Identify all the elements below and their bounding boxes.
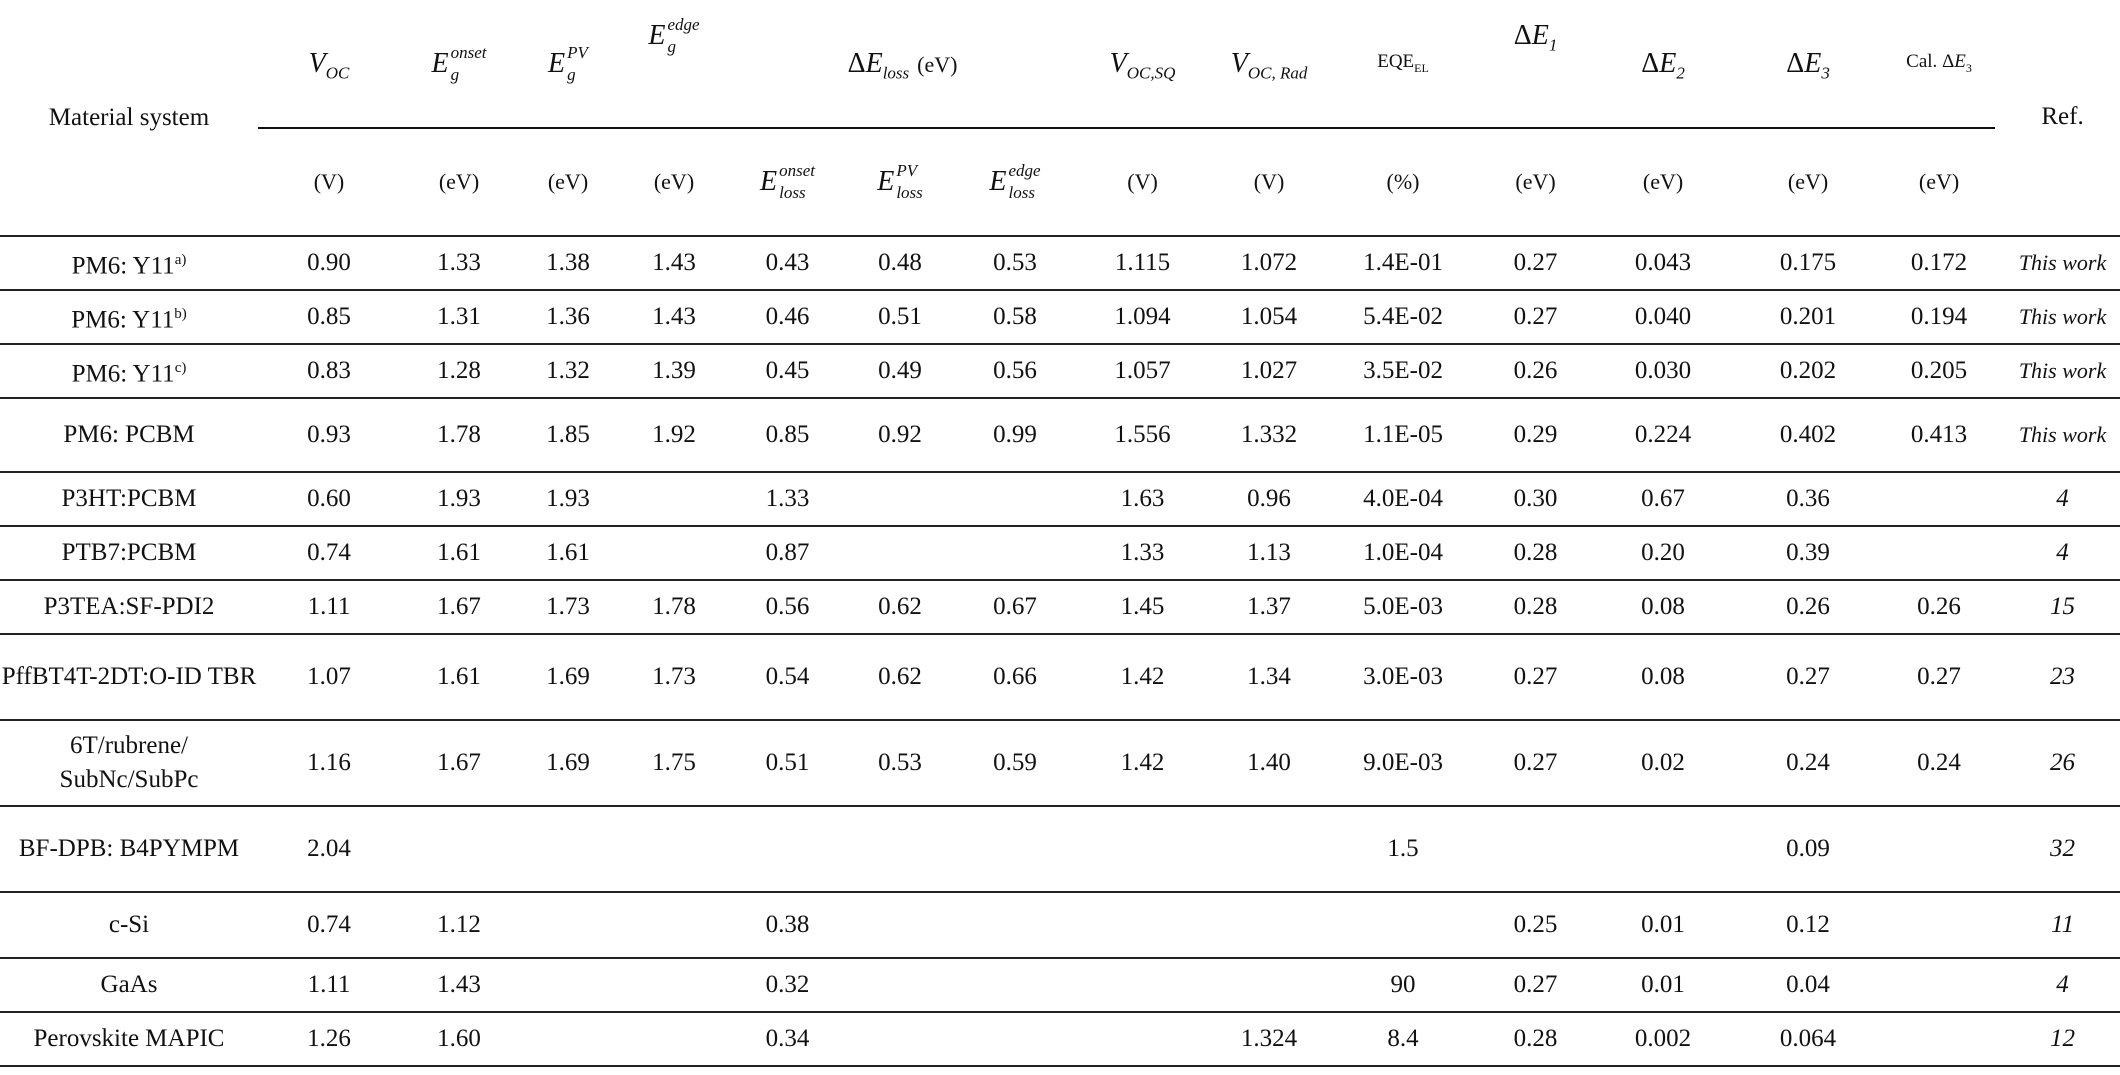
cell-voc-sq: 1.115 xyxy=(1075,236,1210,290)
cell-eg-pv: 1.69 xyxy=(518,634,618,720)
cell-de1 xyxy=(1478,806,1593,892)
material-cell xyxy=(0,958,258,1012)
cell-eg-onset: 1.28 xyxy=(400,344,518,398)
material-cell xyxy=(0,580,258,634)
cell-eloss-edge: 0.58 xyxy=(955,290,1075,344)
cell-eqe-el: 3.0E-03 xyxy=(1328,634,1478,720)
cell-de2: 0.01 xyxy=(1593,892,1733,958)
cell-ref: 4 xyxy=(1995,526,2120,580)
cell-eg-pv: 1.93 xyxy=(518,472,618,526)
table-row xyxy=(0,892,2120,958)
cell-voc: 0.85 xyxy=(258,290,400,344)
cell-eloss-pv: 0.53 xyxy=(845,720,955,806)
material-cell xyxy=(0,1012,258,1066)
cell-eloss-pv xyxy=(845,526,955,580)
table-row xyxy=(0,1012,2120,1066)
cell-eqe-el: 1.5 xyxy=(1328,806,1478,892)
cell-eg-onset: 1.43 xyxy=(400,958,518,1012)
cell-voc: 0.90 xyxy=(258,236,400,290)
cell-de3: 0.26 xyxy=(1733,580,1883,634)
cell-ref: This work xyxy=(1995,398,2120,472)
cell-de3: 0.064 xyxy=(1733,1012,1883,1066)
cell-voc: 0.74 xyxy=(258,892,400,958)
cell-eg-pv xyxy=(518,1012,618,1066)
cell-eloss-onset: 0.46 xyxy=(730,290,845,344)
material-name: P3TEA:SF-PDI2 xyxy=(43,593,215,620)
cell-eloss-onset: 0.85 xyxy=(730,398,845,472)
cell-eg-onset: 1.12 xyxy=(400,892,518,958)
cell-de3: 0.09 xyxy=(1733,806,1883,892)
cell-voc-sq: 1.42 xyxy=(1075,720,1210,806)
cell-voc-rad: 1.054 xyxy=(1210,290,1328,344)
table-row xyxy=(0,806,2120,892)
cell-de2: 0.08 xyxy=(1593,634,1733,720)
material-name: Perovskite MAPIC xyxy=(33,1025,225,1052)
cell-voc-sq xyxy=(1075,806,1210,892)
cell-cal-de3 xyxy=(1883,958,1995,1012)
cell-eloss-onset: 0.38 xyxy=(730,892,845,958)
table-row xyxy=(0,290,2120,344)
cell-eg-onset: 1.31 xyxy=(400,290,518,344)
material-name: GaAs xyxy=(100,971,158,998)
cell-de1: 0.27 xyxy=(1478,720,1593,806)
cell-eg-edge xyxy=(618,472,730,526)
cell-de1: 0.26 xyxy=(1478,344,1593,398)
material-name: P3HT:PCBM xyxy=(61,485,197,512)
cell-de3: 0.04 xyxy=(1733,958,1883,1012)
cell-voc: 1.11 xyxy=(258,958,400,1012)
unit-de3: (eV) xyxy=(1787,169,1829,194)
material-name: PTB7:PCBM xyxy=(61,539,197,566)
material-name: PM6: Y11 xyxy=(71,306,175,334)
cell-eloss-edge xyxy=(955,526,1075,580)
cell-voc-sq: 1.63 xyxy=(1075,472,1210,526)
cell-de1: 0.28 xyxy=(1478,526,1593,580)
unit-voc: (V) xyxy=(313,169,345,194)
cell-eg-onset: 1.93 xyxy=(400,472,518,526)
cell-ref: 11 xyxy=(1995,892,2120,958)
cell-eloss-pv: 0.48 xyxy=(845,236,955,290)
material-cell xyxy=(0,472,258,526)
cell-ref: 32 xyxy=(1995,806,2120,892)
cell-eg-edge: 1.75 xyxy=(618,720,730,806)
cell-eg-edge: 1.92 xyxy=(618,398,730,472)
cell-eqe-el: 3.5E-02 xyxy=(1328,344,1478,398)
material-cell xyxy=(0,526,258,580)
cell-de1: 0.28 xyxy=(1478,1012,1593,1066)
cell-eloss-pv: 0.49 xyxy=(845,344,955,398)
unit-voc-rad: (V) xyxy=(1253,169,1285,194)
cell-eg-onset xyxy=(400,806,518,892)
cell-eloss-pv xyxy=(845,1012,955,1066)
cell-eg-pv: 1.38 xyxy=(518,236,618,290)
cell-eloss-pv: 0.62 xyxy=(845,580,955,634)
cell-cal-de3 xyxy=(1883,806,1995,892)
cell-eloss-pv: 0.62 xyxy=(845,634,955,720)
table-row xyxy=(0,344,2120,398)
cell-de2: 0.040 xyxy=(1593,290,1733,344)
unit-eg-edge: (eV) xyxy=(653,169,695,194)
cell-de3: 0.39 xyxy=(1733,526,1883,580)
cell-eloss-edge: 0.99 xyxy=(955,398,1075,472)
cell-eg-edge xyxy=(618,526,730,580)
cell-eg-edge: 1.39 xyxy=(618,344,730,398)
cell-voc-rad: 1.13 xyxy=(1210,526,1328,580)
cell-eg-pv: 1.36 xyxy=(518,290,618,344)
cell-eloss-pv xyxy=(845,958,955,1012)
cell-eloss-onset: 0.34 xyxy=(730,1012,845,1066)
header-eg-edge: E edge g xyxy=(618,0,730,128)
cell-de2: 0.20 xyxy=(1593,526,1733,580)
cell-voc-sq: 1.057 xyxy=(1075,344,1210,398)
cell-voc-rad: 0.96 xyxy=(1210,472,1328,526)
cell-eg-edge xyxy=(618,1012,730,1066)
header-ref: Ref. xyxy=(2041,102,2084,130)
cell-eg-pv: 1.61 xyxy=(518,526,618,580)
cell-ref: 15 xyxy=(1995,580,2120,634)
cell-voc-sq: 1.094 xyxy=(1075,290,1210,344)
cell-de1: 0.27 xyxy=(1478,236,1593,290)
material-cell xyxy=(0,236,258,290)
cell-de2: 0.002 xyxy=(1593,1012,1733,1066)
cell-de1: 0.28 xyxy=(1478,580,1593,634)
cell-ref: 4 xyxy=(1995,958,2120,1012)
cell-eg-onset: 1.78 xyxy=(400,398,518,472)
cell-eloss-onset: 0.87 xyxy=(730,526,845,580)
cell-eloss-edge: 0.66 xyxy=(955,634,1075,720)
unit-de1: (eV) xyxy=(1515,169,1556,194)
cell-eqe-el: 1.1E-05 xyxy=(1328,398,1478,472)
cell-voc-rad: 1.34 xyxy=(1210,634,1328,720)
header-de1: $\Delta E_1$ xyxy=(1478,0,1593,128)
material-name: 6T/rubrene/ SubNc/SubPc xyxy=(59,732,199,793)
cell-eloss-edge xyxy=(955,472,1075,526)
cell-de3: 0.175 xyxy=(1733,236,1883,290)
cell-voc-sq: 1.45 xyxy=(1075,580,1210,634)
cell-voc-rad xyxy=(1210,806,1328,892)
cell-eqe-el: 5.4E-02 xyxy=(1328,290,1478,344)
cell-de3: 0.402 xyxy=(1733,398,1883,472)
header-voc-rad: $V_{OC, Rad}$ xyxy=(1210,0,1328,128)
cell-ref: This work xyxy=(1995,236,2120,290)
header-eqe-el: $EQE_{EL}$ xyxy=(1328,0,1478,128)
cell-eloss-edge xyxy=(955,958,1075,1012)
cell-cal-de3: 0.413 xyxy=(1883,398,1995,472)
cell-eg-pv xyxy=(518,806,618,892)
cell-voc-rad xyxy=(1210,958,1328,1012)
table-row xyxy=(0,720,2120,806)
cell-de2: 0.224 xyxy=(1593,398,1733,472)
cell-voc: 0.74 xyxy=(258,526,400,580)
unit-voc-sq: (V) xyxy=(1127,169,1158,194)
cell-voc: 2.04 xyxy=(258,806,400,892)
cell-eqe-el: 9.0E-03 xyxy=(1328,720,1478,806)
cell-eqe-el: 90 xyxy=(1328,958,1478,1012)
unit-de2: (eV) xyxy=(1642,169,1684,194)
cell-de2: 0.02 xyxy=(1593,720,1733,806)
cell-ref: 12 xyxy=(1995,1012,2120,1066)
cell-eqe-el: 5.0E-03 xyxy=(1328,580,1478,634)
cell-de1: 0.25 xyxy=(1478,892,1593,958)
footnote-marker: b) xyxy=(174,305,187,322)
cell-voc-sq: 1.42 xyxy=(1075,634,1210,720)
cell-de3: 0.12 xyxy=(1733,892,1883,958)
cell-eg-edge xyxy=(618,892,730,958)
cell-eg-pv xyxy=(518,892,618,958)
cell-de2: 0.67 xyxy=(1593,472,1733,526)
cell-eg-edge: 1.78 xyxy=(618,580,730,634)
cell-voc: 1.07 xyxy=(258,634,400,720)
material-cell xyxy=(0,290,258,344)
cell-eg-pv xyxy=(518,958,618,1012)
cell-eloss-onset: 1.33 xyxy=(730,472,845,526)
cell-voc-rad: 1.332 xyxy=(1210,398,1328,472)
cell-ref: 26 xyxy=(1995,720,2120,806)
cell-de2: 0.01 xyxy=(1593,958,1733,1012)
table-row xyxy=(0,580,2120,634)
cell-cal-de3 xyxy=(1883,526,1995,580)
table-row xyxy=(0,634,2120,720)
cell-eloss-edge xyxy=(955,1012,1075,1066)
cell-eqe-el: 4.0E-04 xyxy=(1328,472,1478,526)
cell-de3: 0.201 xyxy=(1733,290,1883,344)
header-material-system: Material system xyxy=(48,103,210,131)
cell-voc-sq xyxy=(1075,892,1210,958)
cell-voc-sq xyxy=(1075,1012,1210,1066)
cell-de1: 0.27 xyxy=(1478,290,1593,344)
material-name: PffBT4T-2DT:O-ID TBR xyxy=(1,663,257,690)
cell-de3: 0.24 xyxy=(1733,720,1883,806)
material-name: c-Si xyxy=(108,911,150,938)
cell-eg-pv: 1.32 xyxy=(518,344,618,398)
cell-eloss-edge xyxy=(955,892,1075,958)
cell-cal-de3 xyxy=(1883,472,1995,526)
cell-eg-edge: 1.43 xyxy=(618,236,730,290)
cell-cal-de3: 0.194 xyxy=(1883,290,1995,344)
cell-cal-de3: 0.27 xyxy=(1883,634,1995,720)
material-cell xyxy=(0,720,258,806)
cell-ref: This work xyxy=(1995,344,2120,398)
cell-de2: 0.030 xyxy=(1593,344,1733,398)
cell-eg-pv: 1.69 xyxy=(518,720,618,806)
table-row xyxy=(0,398,2120,472)
cell-voc-sq xyxy=(1075,958,1210,1012)
cell-cal-de3: 0.24 xyxy=(1883,720,1995,806)
cell-eloss-onset: 0.45 xyxy=(730,344,845,398)
cell-eg-edge: 1.43 xyxy=(618,290,730,344)
cell-eg-edge xyxy=(618,806,730,892)
cell-voc: 1.16 xyxy=(258,720,400,806)
cell-de3: 0.27 xyxy=(1733,634,1883,720)
cell-de1: 0.27 xyxy=(1478,634,1593,720)
header-cal-de3: Cal. $\Delta E_3$ xyxy=(1883,0,1995,128)
cell-voc: 1.11 xyxy=(258,580,400,634)
cell-eloss-pv xyxy=(845,892,955,958)
cell-eg-onset: 1.67 xyxy=(400,580,518,634)
cell-voc-sq: 1.556 xyxy=(1075,398,1210,472)
material-cell xyxy=(0,634,258,720)
table-row xyxy=(0,236,2120,290)
cell-ref: 23 xyxy=(1995,634,2120,720)
header-eloss-onset: E onset loss xyxy=(760,161,815,202)
unit-eqe-el: (%) xyxy=(1386,169,1420,194)
cell-eloss-onset: 0.51 xyxy=(730,720,845,806)
cell-eg-onset: 1.61 xyxy=(400,634,518,720)
cell-voc: 0.60 xyxy=(258,472,400,526)
cell-voc: 0.83 xyxy=(258,344,400,398)
cell-eg-pv: 1.73 xyxy=(518,580,618,634)
cell-eloss-edge: 0.59 xyxy=(955,720,1075,806)
cell-eloss-pv: 0.51 xyxy=(845,290,955,344)
material-name: PM6: PCBM xyxy=(63,421,195,448)
cell-eqe-el: 1.0E-04 xyxy=(1328,526,1478,580)
cell-eg-edge xyxy=(618,958,730,1012)
cell-eloss-onset: 0.32 xyxy=(730,958,845,1012)
cell-de1: 0.27 xyxy=(1478,958,1593,1012)
cell-eloss-edge: 0.53 xyxy=(955,236,1075,290)
cell-eg-pv: 1.85 xyxy=(518,398,618,472)
cell-cal-de3 xyxy=(1883,1012,1995,1066)
cell-voc-rad: 1.37 xyxy=(1210,580,1328,634)
header-de2: $\Delta E_2$ xyxy=(1593,0,1733,128)
cell-cal-de3: 0.26 xyxy=(1883,580,1995,634)
cell-eg-onset: 1.61 xyxy=(400,526,518,580)
table-row xyxy=(0,958,2120,1012)
cell-voc-rad: 1.40 xyxy=(1210,720,1328,806)
table-row xyxy=(0,472,2120,526)
cell-de1: 0.30 xyxy=(1478,472,1593,526)
cell-eloss-onset: 0.43 xyxy=(730,236,845,290)
cell-de3: 0.202 xyxy=(1733,344,1883,398)
cell-voc: 0.93 xyxy=(258,398,400,472)
material-name: BF-DPB: B4PYMPM xyxy=(18,835,240,862)
cell-cal-de3 xyxy=(1883,892,1995,958)
material-name: PM6: Y11 xyxy=(71,360,175,388)
cell-de2: 0.08 xyxy=(1593,580,1733,634)
cell-eloss-onset: 0.54 xyxy=(730,634,845,720)
header-voc-sq: $V_{OC,SQ}$ xyxy=(1075,0,1210,128)
cell-eg-onset: 1.60 xyxy=(400,1012,518,1066)
footnote-marker: a) xyxy=(174,251,187,268)
cell-cal-de3: 0.205 xyxy=(1883,344,1995,398)
cell-eqe-el: 1.4E-01 xyxy=(1328,236,1478,290)
cell-voc-rad: 1.027 xyxy=(1210,344,1328,398)
header-de3: $\Delta E_3$ xyxy=(1733,0,1883,128)
cell-de2: 0.043 xyxy=(1593,236,1733,290)
cell-eqe-el xyxy=(1328,892,1478,958)
header-voc: $V_{OC}$ xyxy=(258,0,400,128)
footnote-marker: c) xyxy=(174,359,187,376)
unit-eg-pv: (eV) xyxy=(547,169,589,194)
material-cell xyxy=(0,398,258,472)
cell-voc-sq: 1.33 xyxy=(1075,526,1210,580)
material-cell xyxy=(0,892,258,958)
cell-eloss-edge: 0.56 xyxy=(955,344,1075,398)
cell-voc-rad: 1.324 xyxy=(1210,1012,1328,1066)
cell-ref: 4 xyxy=(1995,472,2120,526)
cell-eloss-onset: 0.56 xyxy=(730,580,845,634)
header-eloss-edge: E edge loss xyxy=(989,161,1041,202)
cell-eg-onset: 1.33 xyxy=(400,236,518,290)
cell-ref: This work xyxy=(1995,290,2120,344)
cell-eloss-pv xyxy=(845,472,955,526)
table-row xyxy=(0,526,2120,580)
cell-eloss-edge: 0.67 xyxy=(955,580,1075,634)
cell-cal-de3: 0.172 xyxy=(1883,236,1995,290)
cell-voc-rad: 1.072 xyxy=(1210,236,1328,290)
cell-eloss-pv: 0.92 xyxy=(845,398,955,472)
header-eloss-pv: E PV loss xyxy=(877,161,923,202)
cell-eloss-edge xyxy=(955,806,1075,892)
material-cell xyxy=(0,344,258,398)
material-name: PM6: Y11 xyxy=(71,252,175,280)
material-cell xyxy=(0,806,258,892)
cell-eqe-el: 8.4 xyxy=(1328,1012,1478,1066)
unit-eg-onset: (eV) xyxy=(438,169,480,194)
cell-eloss-pv xyxy=(845,806,955,892)
cell-de1: 0.29 xyxy=(1478,398,1593,472)
cell-voc-rad xyxy=(1210,892,1328,958)
header-eg-onset: E onset g xyxy=(400,0,518,128)
cell-voc: 1.26 xyxy=(258,1012,400,1066)
unit-cal-de3: (eV) xyxy=(1918,169,1960,194)
header-eg-pv: E PV g xyxy=(518,0,618,128)
cell-de2 xyxy=(1593,806,1733,892)
cell-eloss-onset xyxy=(730,806,845,892)
cell-eg-onset: 1.67 xyxy=(400,720,518,806)
cell-de3: 0.36 xyxy=(1733,472,1883,526)
cell-eg-edge: 1.73 xyxy=(618,634,730,720)
header-de-loss: $\Delta E_{loss}$ (eV) xyxy=(730,0,1075,128)
